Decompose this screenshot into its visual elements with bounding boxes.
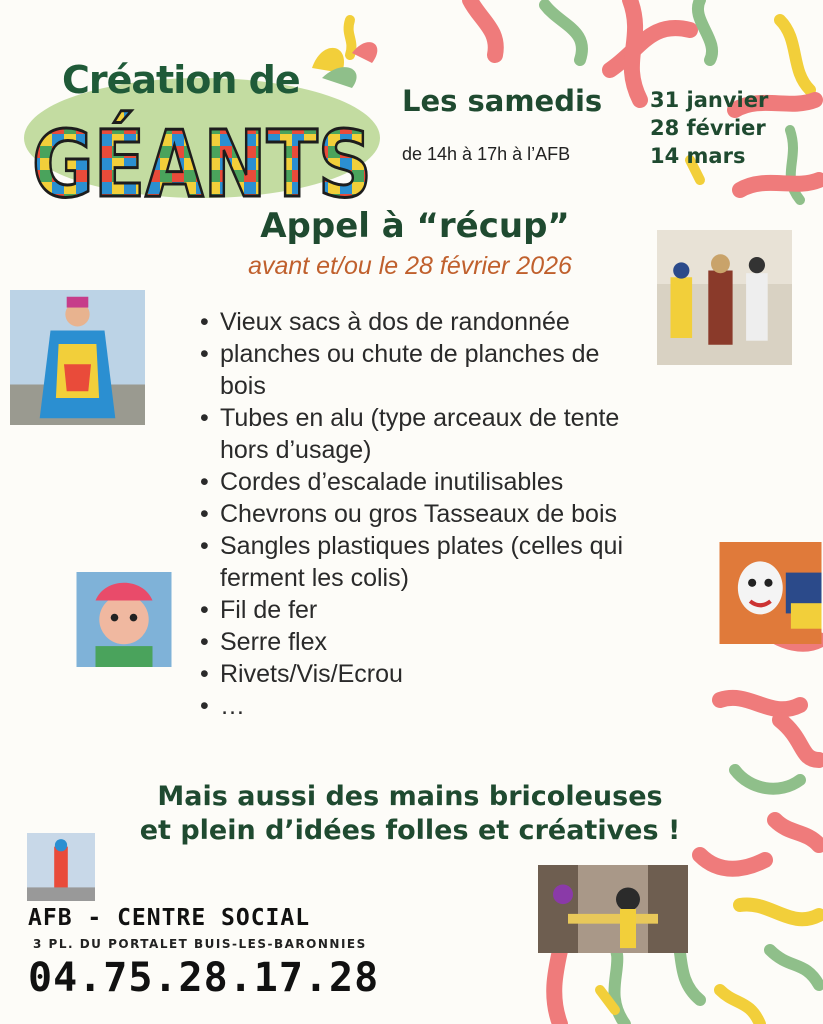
event-logo [22,28,448,218]
schedule-title: Les samedis [402,84,603,118]
appeal-heading: Appel à “récup” [260,206,570,246]
list-item: • Fil de fer [200,594,650,626]
giant-photo-4 [718,542,823,644]
list-item: • Vieux sacs à dos de randonnée [200,306,650,338]
items-list [200,306,650,722]
giant-photo-5 [26,833,96,901]
list-item: • Tubes en alu (type arceaux de tente hors d’usage) [200,402,650,466]
schedule-time: de 14h à 17h à l’AFB [402,144,571,164]
logo-geants-lettering [28,110,448,218]
list-item: • Cordes d’escalade inutilisables [200,466,650,498]
logo-title: Création de [62,58,300,102]
organization-address: 3 PL. DU PORTALET BUIS-LES-BARONNIES [33,937,367,951]
giant-photo-2 [657,230,792,365]
tagline [60,780,760,848]
list-item: • … [200,690,650,722]
schedule-dates [650,86,768,170]
list-item: • Rivets/Vis/Ecrou [200,658,650,690]
giant-photo-3 [74,572,174,667]
schedule-date: 28 février [650,116,766,140]
appeal-deadline: avant et/ou le 28 février 2026 [248,252,572,280]
schedule-date: 14 mars [650,144,746,168]
giant-photo-1 [10,290,145,425]
list-item: • Serre flex [200,626,650,658]
organization-name: AFB - CENTRE SOCIAL [28,905,311,931]
list-item: • Chevrons ou gros Tasseaux de bois [200,498,650,530]
list-item: • planches ou chute de planches de bois [200,338,650,402]
phone-number: 04.75.28.17.28 [28,955,380,1001]
tagline-line: et plein d’idées folles et créatives ! [139,815,681,846]
svg-text:GÉANTS: GÉANTS [32,111,448,218]
tagline-line: Mais aussi des mains bricoleuses [157,781,663,812]
giant-photo-6 [538,865,688,953]
schedule-date: 31 janvier [650,88,769,112]
list-item: • Sangles plastiques plates (celles qui ferment les colis) [200,530,650,594]
